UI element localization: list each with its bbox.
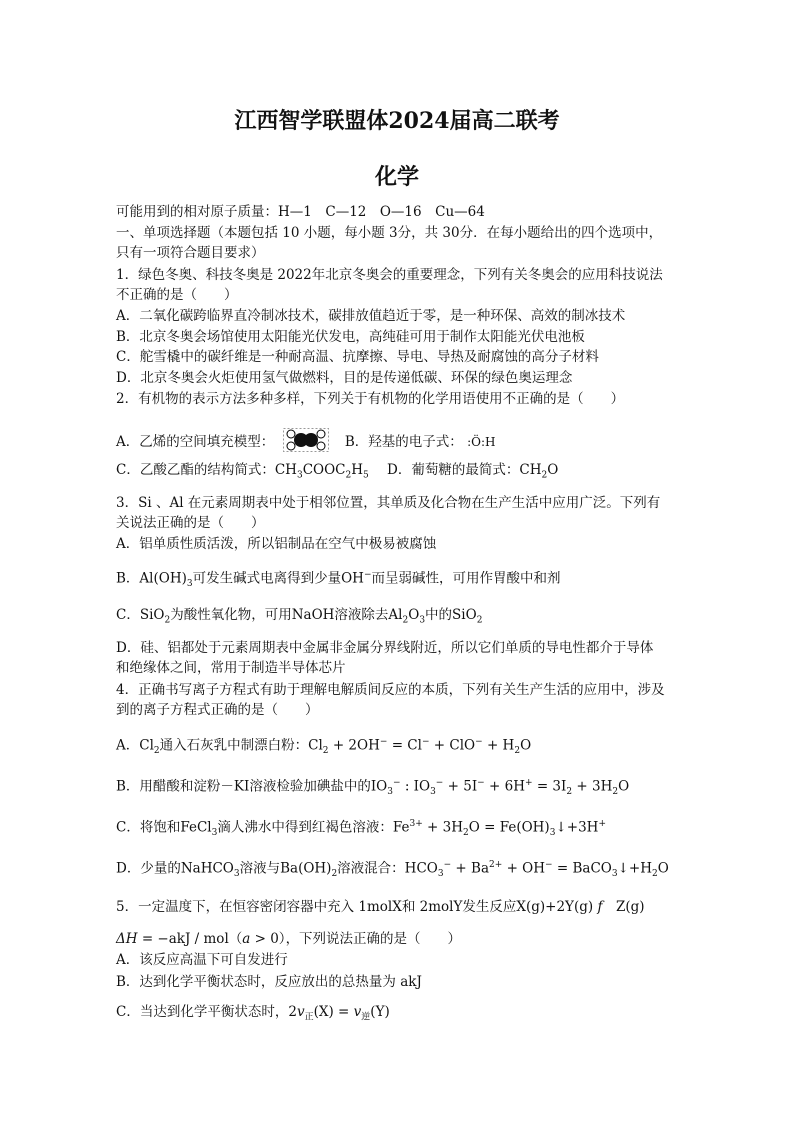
q1-option-d: D．北京冬奥会火炬使用氢气做燃料，目的是传递低碳、环保的绿色奥运理念 [116,370,573,386]
q2-option-d: D．葡萄糖的最简式： [387,462,520,478]
q4-option-a: A．$Cl_2$通入石灰乳中制漂白粉：$Cl_2 + 2OH^- = Cl^- + ClO^- + H_2O$ [116,737,532,757]
q1-option-b: B．北京冬奥会场馆使用太阳能光伏发电，高纯硅可用于制作太阳能光伏电池板 [116,329,585,345]
q2-stem: 2．有机物的表示方法多种多样，下列关于有机物的化学用语使用不正确的是（ ） [116,391,625,407]
atomic-mass-line: 可能用到的相对原子质量：H—1 C—12 O—16 Cu—64 [116,204,485,220]
q4-option-b: B．用醋酸和淀粉－KI溶液检验加碘盐中的$IO_3^-$ : $IO_3^- + 5I^- + 6H^+ = 3I_2 + 3H_2O$ [116,778,630,798]
q2-options-cd: C．乙酸乙酯的结构简式：$CH_3COOC_2H_5$ D．葡萄糖的最简式：$CH_2O$ [116,462,559,481]
q5-stem-cont: ΔH = −akJ / mol（a > 0），下列说法正确的是（ ） [116,931,462,947]
q1-option-a: A．二氧化碳跨临界直冷制冰技术，碳排放值趋近于零，是一种环保、高效的制冰技术 [116,308,626,324]
q3-option-c: C．SiO$_2$为酸性氧化物，可用NaOH溶液除去$Al_2O_3$中的SiO$_2$ [116,607,483,626]
q1-option-c: C．舵雪橇中的碳纤维是一种耐高温、抗摩擦、导电、导热及耐腐蚀的高分子材料 [116,349,599,365]
section-heading-cont: 只有一项符合题目要求） [116,245,265,261]
q1-stem-cont: 不正确的是（ ） [116,287,238,303]
q4-option-c: C．将饱和FeCl$_3$滴人沸水中得到红褐色溶液：$Fe^{3+} + 3H_2O$ = $Fe(OH)_3↓+3H^+$ [116,819,606,839]
q3-stem-cont: 关说法正确的是（ ） [116,515,265,531]
hydroxyl-electron-formula: :Ö:H [467,435,496,449]
q3-stem: 3．Si 、Al 在元素周期表中处于相邻位置，其单质及化合物在生产生活中应用广泛。下列有 [116,495,661,511]
q4-option-d: D．少量的NaHCO$_3$溶液与$Ba(OH)_2$溶液混合：$HCO_3^- + Ba^{2+} + OH^-$ = $BaCO_3↓+H_2O$ [116,860,669,880]
q5-stem: 5．一定温度下，在恒容密闭容器中充入 1molX和 2molY发生反应X(g)+2Y(g) f Z(g) [116,899,645,915]
q2-option-b: B．羟基的电子式： [344,434,463,450]
q3-option-b: B．$Al(OH)_3$可发生碱式电离得到少量OH−而呈弱碱性，可用作胃酸中和剂 [116,570,561,590]
q3-option-d: D．硅、铝都处于元素周期表中金属非金属分界线附近，所以它们单质的导电性都介于导体 [116,640,654,656]
q1-stem: 1．绿色冬奥、科技冬奥是 2022年北京冬奥会的重要理念，下列有关冬奥会的应用科技说法 [116,267,663,283]
q5-option-c: C．当达到化学平衡状态时，$2v_正(X) = v_逆(Y)$ [116,1004,390,1023]
ethylene-space-filling-model [283,428,329,457]
q2-options-ab [116,428,688,457]
q2-option-a: A．乙烯的空间填充模型： [116,434,275,450]
q3-option-d-cont: 和绝缘体之间，常用于制造半导体芯片 [116,660,346,676]
q5-option-a: A．该反应高温下可自发进行 [116,952,288,968]
q5-option-b: B．达到化学平衡状态时，反应放出的总热量为 akJ [116,974,422,990]
q4-stem: 4．正确书写离子方程式有助于理解电解质间反应的本质，下列有关生产生活的应用中，涉及 [116,682,665,698]
q4-stem-cont: 到的离子方程式正确的是（ ） [116,702,319,718]
section-heading: 一、单项选择题（本题包括 10 小题，每小题 3分，共 30分．在每小题给出的四个选项中， [116,225,663,241]
subject-title: 化学 [374,164,419,190]
q2-option-c: C．乙酸乙酯的结构简式： [116,462,275,478]
q3-option-a: A．铝单质性质活泼，所以铝制品在空气中极易被腐蚀 [116,536,437,552]
exam-title: 江西智学联盟体2024届高二联考 [234,108,560,134]
